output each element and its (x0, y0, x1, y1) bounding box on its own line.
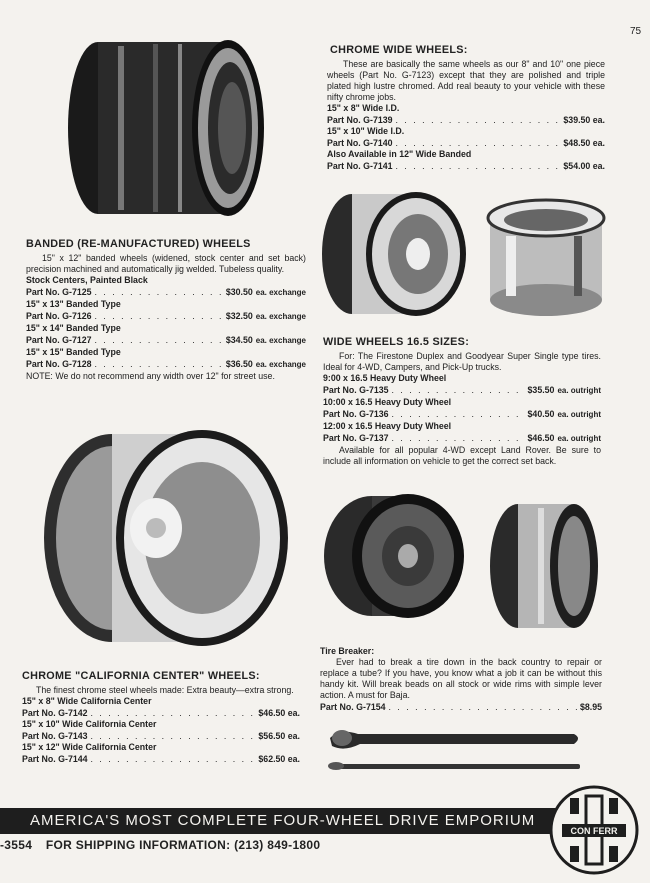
part-number: Part No. G-7127 (26, 335, 92, 345)
part-number: Part No. G-7136 (323, 409, 389, 419)
footer (0, 838, 330, 852)
tire-breaker-section (320, 646, 602, 713)
banded-row-3 (26, 334, 306, 347)
wide-16-5-size-1: 9:00 x 16.5 Heavy Duty Wheel (323, 373, 447, 383)
footer-shipping: FOR SHIPPING INFORMATION: (213) 849-1800 (45, 838, 321, 852)
price-suffix: ea. outright (557, 410, 601, 419)
california-row-1 (22, 707, 300, 719)
part-number: Part No. G-7139 (327, 115, 393, 125)
tire-breaker-title: Tire Breaker: (320, 646, 375, 656)
con-ferr-logo (548, 784, 640, 876)
chrome-wide-size-3: Also Available in 12" Wide Banded (327, 149, 472, 159)
california-wheel-image (40, 428, 292, 650)
wide-16-5-size-2: 10:00 x 16.5 Heavy Duty Wheel (323, 397, 452, 407)
part-number: Part No. G-7135 (323, 385, 389, 395)
part-number: Part No. G-7142 (22, 708, 88, 718)
banded-row-1 (26, 286, 306, 299)
part-number: Part No. G-7126 (26, 311, 92, 321)
page-number: 75 (630, 26, 642, 37)
part-number: Part No. G-7154 (320, 702, 386, 712)
banded-size-3: 15" x 14" Banded Type (26, 323, 121, 333)
price: $32.50 (225, 311, 253, 321)
part-number: Part No. G-7143 (22, 731, 88, 741)
price: $54.00 ea. (563, 161, 605, 171)
banded-desc: 15" x 12" banded wheels (widened, stock center and set back) precision machined and automatically jig welded. Tubeless quality. (26, 253, 306, 274)
logo-text: CON FERR (570, 826, 618, 836)
california-row-2 (22, 730, 300, 742)
part-number: Part No. G-7141 (327, 161, 393, 171)
price: $30.50 (225, 287, 253, 297)
wide-16-5-wheel-image-1 (312, 492, 468, 622)
wide-16-5-size-3: 12:00 x 16.5 Heavy Duty Wheel (323, 421, 452, 431)
banded-section (26, 238, 306, 382)
banded-row-2 (26, 310, 306, 323)
price: $34.50 (225, 335, 253, 345)
part-number: Part No. G-7125 (26, 287, 92, 297)
footer-phone-fragment: -3554 (0, 838, 33, 852)
emporium-banner (0, 808, 560, 834)
california-section (22, 670, 300, 765)
chrome-wide-desc: These are basically the same wheels as our 8" and 10" one piece wheels (Part No. G-7123) except that they are polished and triple plated high lustre chromed. Add real beauty to your vehicle with these nifty chrome jobs. (327, 59, 605, 102)
price: $48.50 ea. (563, 138, 605, 148)
california-row-3 (22, 753, 300, 765)
chrome-wide-size-2: 15" x 10" Wide I.D. (327, 126, 405, 136)
wide-16-5-wheel-image-2 (484, 498, 602, 632)
part-number: Part No. G-7137 (323, 433, 389, 443)
chrome-wide-wheel-image-2 (484, 196, 608, 320)
california-size-3: 15" x 12" Wide California Center (22, 742, 157, 752)
california-size-2: 15" x 10" Wide California Center (22, 719, 157, 729)
part-number: Part No. G-7128 (26, 359, 92, 369)
price: $36.50 (225, 359, 253, 369)
wide-16-5-title: WIDE WHEELS 16.5 SIZES: (323, 336, 470, 348)
banner-text: AMERICA'S MOST COMPLETE FOUR-WHEEL DRIVE EMPORIUM (30, 812, 536, 829)
tire-breaker-row (320, 701, 602, 713)
price: $39.50 ea. (563, 115, 605, 125)
tire-breaker-desc: Ever had to break a tire down in the back country to repair or replace a tube? If you have, you know what a job it can be without this handy kit. Will break beads on all stock or wide rims with simple lever action. A must for Baja. (320, 657, 602, 700)
california-title: CHROME "CALIFORNIA CENTER" WHEELS: (22, 670, 260, 682)
chrome-wide-section (327, 44, 605, 172)
price: $46.50 (527, 433, 555, 443)
banded-note: NOTE: We do not recommend any width over 12" for street use. (26, 371, 275, 381)
price-suffix: ea. exchange (255, 336, 306, 345)
chrome-wide-title: CHROME WIDE WHEELS: (330, 44, 468, 56)
price-suffix: ea. outright (557, 434, 601, 443)
price-suffix: ea. outright (557, 386, 601, 395)
chrome-wide-row-2 (327, 137, 605, 149)
banded-size-2: 15" x 13" Banded Type (26, 299, 121, 309)
banded-row-4 (26, 358, 306, 371)
wide-16-5-row-1 (323, 384, 601, 397)
wide-16-5-note: Available for all popular 4-WD except Land Rover. Be sure to include all information on vehicle to get the correct set back. (323, 445, 601, 466)
wide-16-5-row-3 (323, 432, 601, 445)
price: $62.50 ea. (258, 754, 300, 764)
chrome-wide-size-1: 15" x 8" Wide I.D. (327, 103, 400, 113)
price: $46.50 ea. (258, 708, 300, 718)
banded-size-4: 15" x 15" Banded Type (26, 347, 121, 357)
chrome-wide-row-1 (327, 114, 605, 126)
california-size-1: 15" x 8" Wide California Center (22, 696, 152, 706)
price: $40.50 (527, 409, 555, 419)
price: $8.95 (579, 702, 602, 712)
wide-16-5-desc: For: The Firestone Duplex and Goodyear Super Single type tires. Ideal for 4-WD, Campers, and Pick-Up trucks. (323, 351, 601, 372)
california-desc: The finest chrome steel wheels made: Extra beauty—extra strong. (36, 685, 294, 695)
price: $56.50 ea. (258, 731, 300, 741)
banded-title: BANDED (RE-MANUFACTURED) WHEELS (26, 238, 251, 250)
wide-16-5-row-2 (323, 408, 601, 421)
tire-breaker-tool-image (324, 720, 586, 778)
chrome-wide-row-3 (327, 160, 605, 172)
price-suffix: ea. exchange (255, 288, 306, 297)
price: $35.50 (527, 385, 555, 395)
chrome-wide-wheel-image-1 (318, 190, 470, 320)
wide-16-5-section (323, 336, 601, 467)
banded-size-1: Stock Centers, Painted Black (26, 275, 148, 285)
part-number: Part No. G-7140 (327, 138, 393, 148)
price-suffix: ea. exchange (255, 360, 306, 369)
part-number: Part No. G-7144 (22, 754, 88, 764)
price-suffix: ea. exchange (255, 312, 306, 321)
banded-wheel-image (58, 36, 268, 226)
